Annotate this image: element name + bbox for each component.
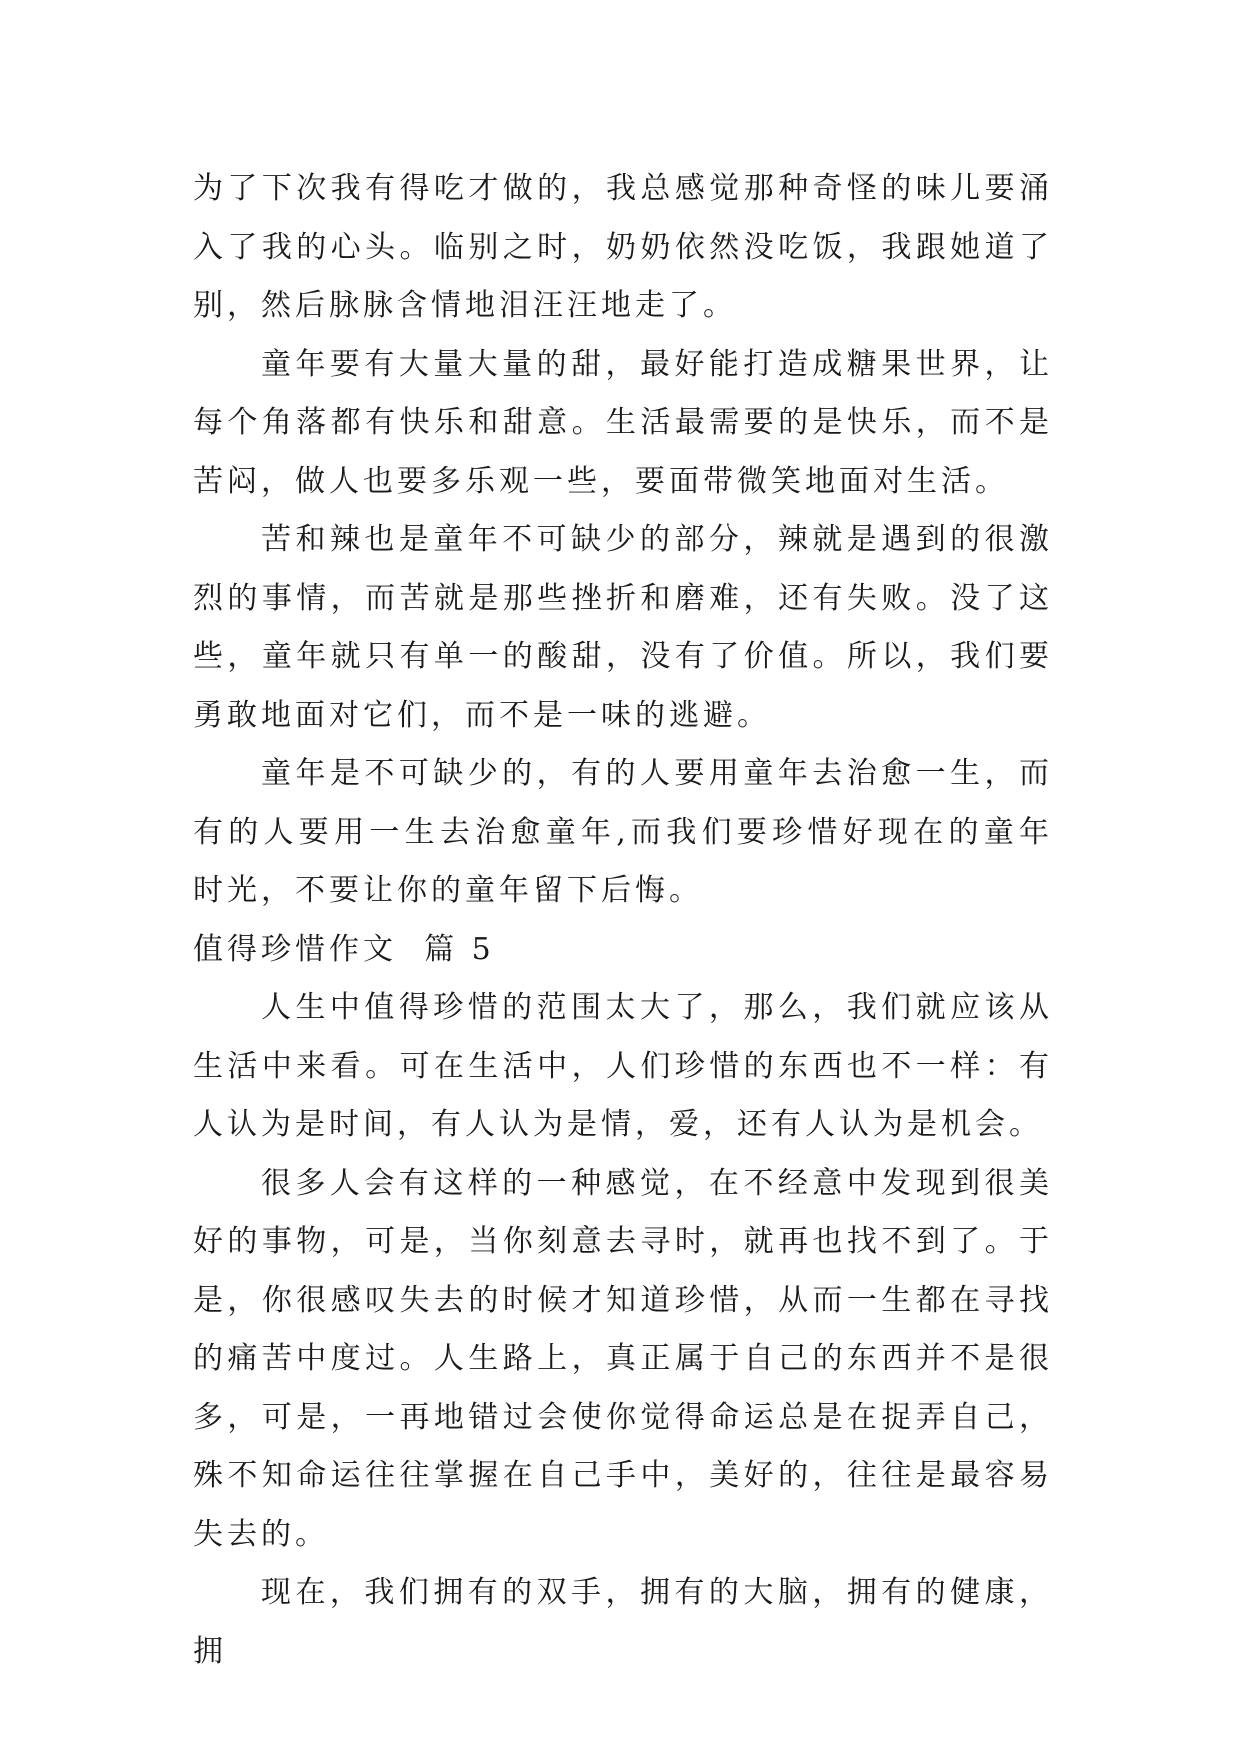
paragraph-1: 为了下次我有得吃才做的，我总感觉那种奇怪的味儿要涌入了我的心头。临别之时，奶奶依然没吃饭，我跟她道了别，然后脉脉含情地泪汪汪地走了。 (193, 171, 1053, 323)
document-page (193, 160, 1053, 1681)
paragraph-6: 很多人会有这样的一种感觉，在不经意中发现到很美好的事物，可是，当你刻意去寻时，就再也找不到了。于是，你很感叹失去的时候才知道珍惜，从而一生都在寻找的痛苦中度过。人生路上，真正属于自己的东西并不是很多，可是，一再地错过会使你觉得命运总是在捉弄自己，殊不知命运往往掌握在自己手中，美好的，往往是最容易失去的。 (193, 1165, 1053, 1552)
section-heading: 值得珍惜作文 篇 5 (193, 931, 495, 967)
paragraph-5: 人生中值得珍惜的范围太大了，那么，我们就应该从生活中来看。可在生活中，人们珍惜的东西也不一样：有人认为是时间，有人认为是情，爱，还有人认为是机会。 (193, 990, 1053, 1142)
paragraph-7: 现在，我们拥有的双手，拥有的大脑，拥有的健康，拥 (193, 1575, 1053, 1669)
paragraph-4: 童年是不可缺少的，有的人要用童年去治愈一生，而有的人要用一生去治愈童年,而我们要珍惜好现在的童年时光，不要让你的童年留下后悔。 (193, 756, 1053, 908)
paragraph-2: 童年要有大量大量的甜，最好能打造成糖果世界，让每个角落都有快乐和甜意。生活最需要的是快乐，而不是苦闷，做人也要多乐观一些，要面带微笑地面对生活。 (193, 346, 1053, 499)
paragraph-3: 苦和辣也是童年不可缺少的部分，辣就是遇到的很激烈的事情，而苦就是那些挫折和磨难，还有失败。没了这些，童年就只有单一的酸甜，没有了价值。所以，我们要勇敢地面对它们，而不是一味的逃避。 (193, 522, 1053, 733)
